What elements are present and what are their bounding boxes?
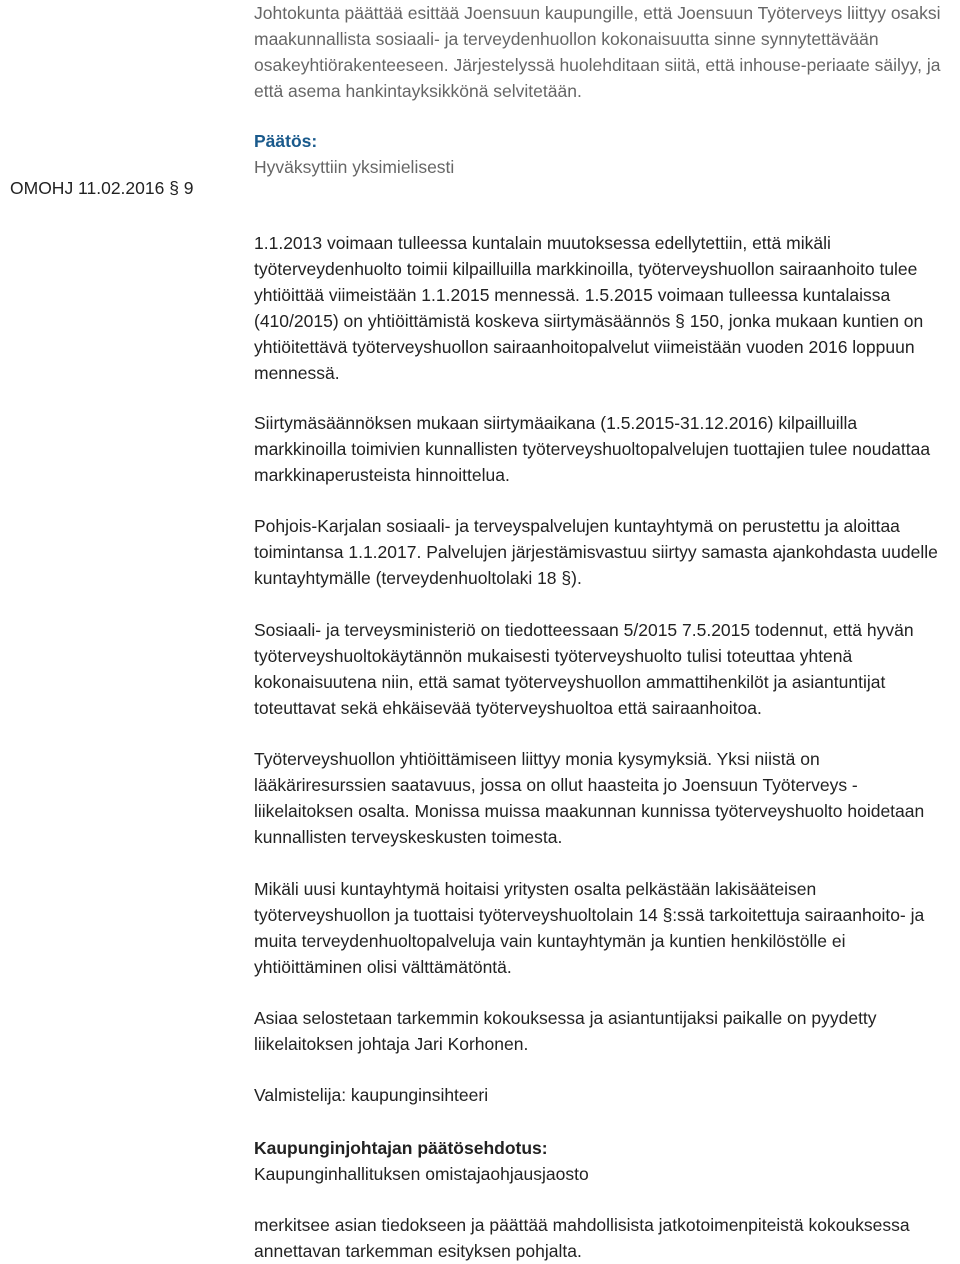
decision-block — [254, 128, 954, 180]
paragraph-text: Asiaa selostetaan tarkemmin kokouksessa ja asiantuntijaksi paikalle on pyydetty liikelaitoksen johtaja Jari Korhonen. — [254, 1008, 877, 1054]
paragraph-4 — [254, 617, 954, 721]
decision-value: Hyväksyttiin yksimielisesti — [254, 157, 455, 177]
preparer-text: Valmistelija: kaupunginsihteeri — [254, 1085, 489, 1105]
paragraph-5 — [254, 746, 954, 850]
proposal-label: Kaupunginjohtajan päätösehdotus: — [254, 1138, 548, 1158]
paragraph-text: Siirtymäsäännöksen mukaan siirtymäaikana (1.5.2015-31.12.2016) kilpailluilla markkinoilla toimivien kunnallisten työterveyshuoltopalvelujen tuottajien tulee noudattaa markkinaperusteista hinnoittelua. — [254, 413, 931, 485]
intro-paragraph — [254, 0, 954, 104]
paragraph-3 — [254, 513, 954, 591]
decision-label: Päätös: — [254, 131, 318, 151]
paragraph-text: Mikäli uusi kuntayhtymä hoitaisi yritysten osalta pelkästään lakisääteisen työterveyshuollon ja tuottaisi työterveyshuoltolain 14 §:ssä tarkoitettuja sairaanhoito- ja muita terveydenhuoltopalveluja vain kuntayhtymän ja kuntien henkilöstölle ei yhtiöittäminen olisi välttämätöntä. — [254, 879, 925, 977]
meeting-reference: OMOHJ 11.02.2016 § 9 — [10, 178, 194, 198]
preparer-line — [254, 1082, 954, 1108]
proposal-action — [254, 1212, 954, 1264]
paragraph-1 — [254, 230, 954, 386]
paragraph-7 — [254, 1005, 954, 1057]
paragraph-6 — [254, 876, 954, 980]
proposal-block — [254, 1135, 954, 1187]
proposal-action-text: merkitsee asian tiedokseen ja päättää mahdollisista jatkotoimenpiteistä kokouksessa annettavan tarkemman esityksen pohjalta. — [254, 1215, 910, 1261]
paragraph-text: Työterveyshuollon yhtiöittämiseen liittyy monia kysymyksiä. Yksi niistä on lääkäriresurssien saatavuus, jossa on ollut haasteita jo Joensuun Työterveys -liikelaitoksen osalta. Monissa muissa maakunnan kunnissa työterveyshuolto hoidetaan kunnallisten terveyskeskusten toimesta. — [254, 749, 925, 847]
paragraph-2 — [254, 410, 954, 488]
proposal-body: Kaupunginhallituksen omistajaohjausjaosto — [254, 1164, 589, 1184]
intro-text: Johtokunta päättää esittää Joensuun kaupungille, että Joensuun Työterveys liittyy osaksi maakunnallista sosiaali- ja terveydenhuollon kokonaisuutta sinne synnytettävään osakeyhtiörakenteeseen. Järjestelyssä huolehditaan siitä, että inhouse-periaate säilyy, ja että asema hankintayksikkönä selvitetään. — [254, 3, 941, 101]
paragraph-text: Sosiaali- ja terveysministeriö on tiedotteessaan 5/2015 7.5.2015 todennut, että hyvän työterveyshuoltokäytännön mukaisesti työterveyshuolto tulisi toteuttaa yhtenä kokonaisuutena niin, että samat työterveyshuollon ammattihenkilöt ja asiantuntijat toteuttavat sekä ehkäisevää työterveyshuoltoa että sairaanhoitoa. — [254, 620, 914, 718]
paragraph-text: 1.1.2013 voimaan tulleessa kuntalain muutoksessa edellytettiin, että mikäli työterveydenhuolto toimii kilpailluilla markkinoilla, työterveyshuollon sairaanhoito tulee yhtiöittää viimeistään 1.1.2015 mennessä. 1.5.2015 voimaan tulleessa kuntalaissa (410/2015) on yhtiöittämistä koskeva siirtymäsäännös § 150, jonka mukaan kuntien on yhtiöitettävä työterveyshuollon sairaanhoitopalvelut viimeistään vuoden 2016 loppuun mennessä. — [254, 233, 924, 383]
paragraph-text: Pohjois-Karjalan sosiaali- ja terveyspalvelujen kuntayhtymä on perustettu ja aloittaa toimintansa 1.1.2017. Palvelujen järjestämisvastuu siirtyy samasta ajankohdasta uudelle kuntayhtymälle (terveydenhuoltolaki 18 §). — [254, 516, 938, 588]
